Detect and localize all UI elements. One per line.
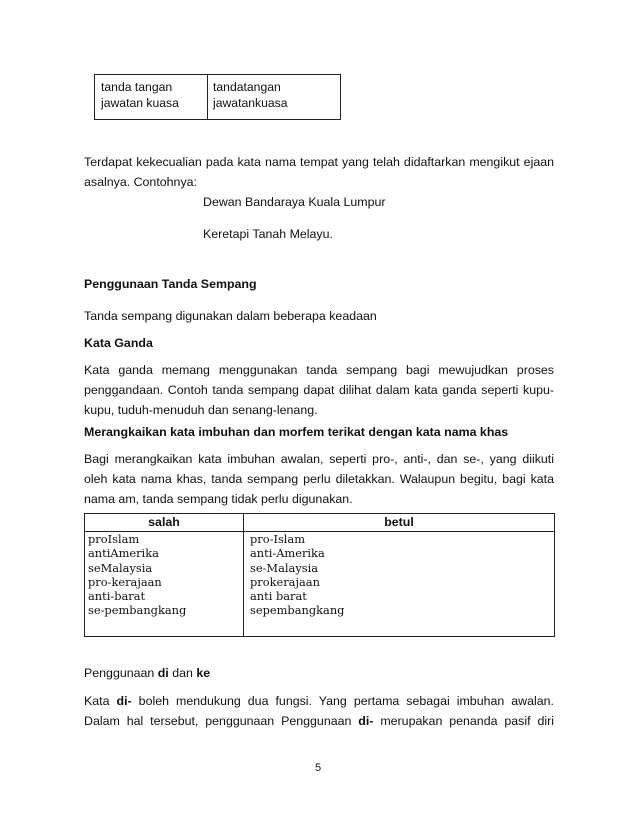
text-run: Dalam hal tersebut, penggunaan Penggunaan (84, 714, 359, 728)
word-table-col-separated (94, 75, 208, 119)
column-header-betul: betul (384, 515, 414, 529)
paragraph-line: Kata ganda memang menggunakan tanda sempang bagi mewujudkan proses (84, 363, 554, 377)
paragraph-line (84, 711, 554, 731)
di-ke-paragraph (84, 691, 554, 731)
paragraph-line: kupu, tuduh-menuduh dan senang-lenang. (84, 403, 318, 417)
kata-ganda-paragraph (84, 360, 554, 420)
paragraph-line: asalnya. Contohnya: (84, 175, 197, 189)
text-run: Kata (84, 694, 117, 708)
table-cell: pro-kerajaan (88, 574, 162, 589)
column-divider (243, 514, 244, 636)
table-cell: jawatankuasa (213, 96, 288, 110)
example-item: Keretapi Tanah Melayu. (203, 227, 333, 241)
table-cell: tanda tangan (101, 80, 173, 94)
word-table-col-joined (207, 75, 340, 119)
heading-ke: ke (196, 666, 211, 680)
table-cell: anti-Amerika (250, 546, 325, 561)
comparison-table-header (85, 514, 554, 532)
word-table (94, 74, 341, 120)
table-cell: anti-barat (88, 589, 146, 604)
text-run-bold: di- (116, 694, 132, 708)
text-run: merupakan penanda pasif diri (373, 714, 554, 728)
page-number: 5 (315, 762, 322, 774)
column-header-salah: salah (148, 515, 180, 529)
table-cell: prokerajaan (250, 574, 320, 589)
text-run-bold: di- (358, 714, 374, 728)
salah-column (85, 532, 243, 618)
subsection-heading: Merangkaikan kata imbuhan dan morfem terikat dengan kata nama khas (84, 425, 509, 439)
paragraph-line: penggandaan. Contoh tanda sempang dapat dilihat dalam kata ganda seperti kupu- (84, 383, 554, 397)
text-run: boleh mendukung dua fungsi. Yang pertama sebagai imbuhan awalan. (131, 694, 554, 708)
table-cell: pro-Islam (250, 532, 306, 546)
table-cell: tandatangan (213, 80, 281, 94)
table-cell: sepembangkang (250, 603, 345, 618)
subsection-heading: Kata Ganda (84, 336, 153, 350)
table-cell: se-Malaysia (250, 560, 319, 575)
table-cell: antiAmerika (88, 546, 159, 561)
section-heading-di-ke (84, 663, 210, 683)
example-item: Dewan Bandaraya Kuala Lumpur (203, 195, 386, 209)
imbuhan-paragraph (84, 449, 554, 509)
comparison-table (84, 513, 555, 637)
table-cell: jawatan kuasa (101, 96, 179, 110)
heading-di: di (157, 666, 169, 680)
heading-text: Penggunaan (84, 666, 158, 680)
paragraph-line: oleh kata nama khas, tanda sempang perlu diletakkan. Walaupun begitu, bagi kata (84, 472, 554, 486)
table-cell: proIslam (88, 532, 140, 546)
paragraph-line: nama am, tanda sempang tidak perlu digunakan. (84, 492, 353, 506)
section-heading: Penggunaan Tanda Sempang (84, 277, 257, 291)
paragraph-line: Bagi merangkaikan kata imbuhan awalan, seperti pro-, anti-, dan se-, yang diikuti (84, 452, 554, 466)
paragraph-line (84, 691, 554, 711)
table-cell: se-pembangkang (88, 603, 187, 618)
section-intro: Tanda sempang digunakan dalam beberapa keadaan (84, 309, 377, 323)
betul-column (247, 532, 554, 618)
heading-text: dan (168, 666, 197, 680)
table-cell: seMalaysia (88, 560, 153, 575)
paragraph-line: Terdapat kekecualian pada kata nama tempat yang telah didaftarkan mengikut ejaan (84, 155, 554, 169)
table-cell: anti barat (250, 589, 307, 604)
exception-paragraph (84, 152, 554, 192)
